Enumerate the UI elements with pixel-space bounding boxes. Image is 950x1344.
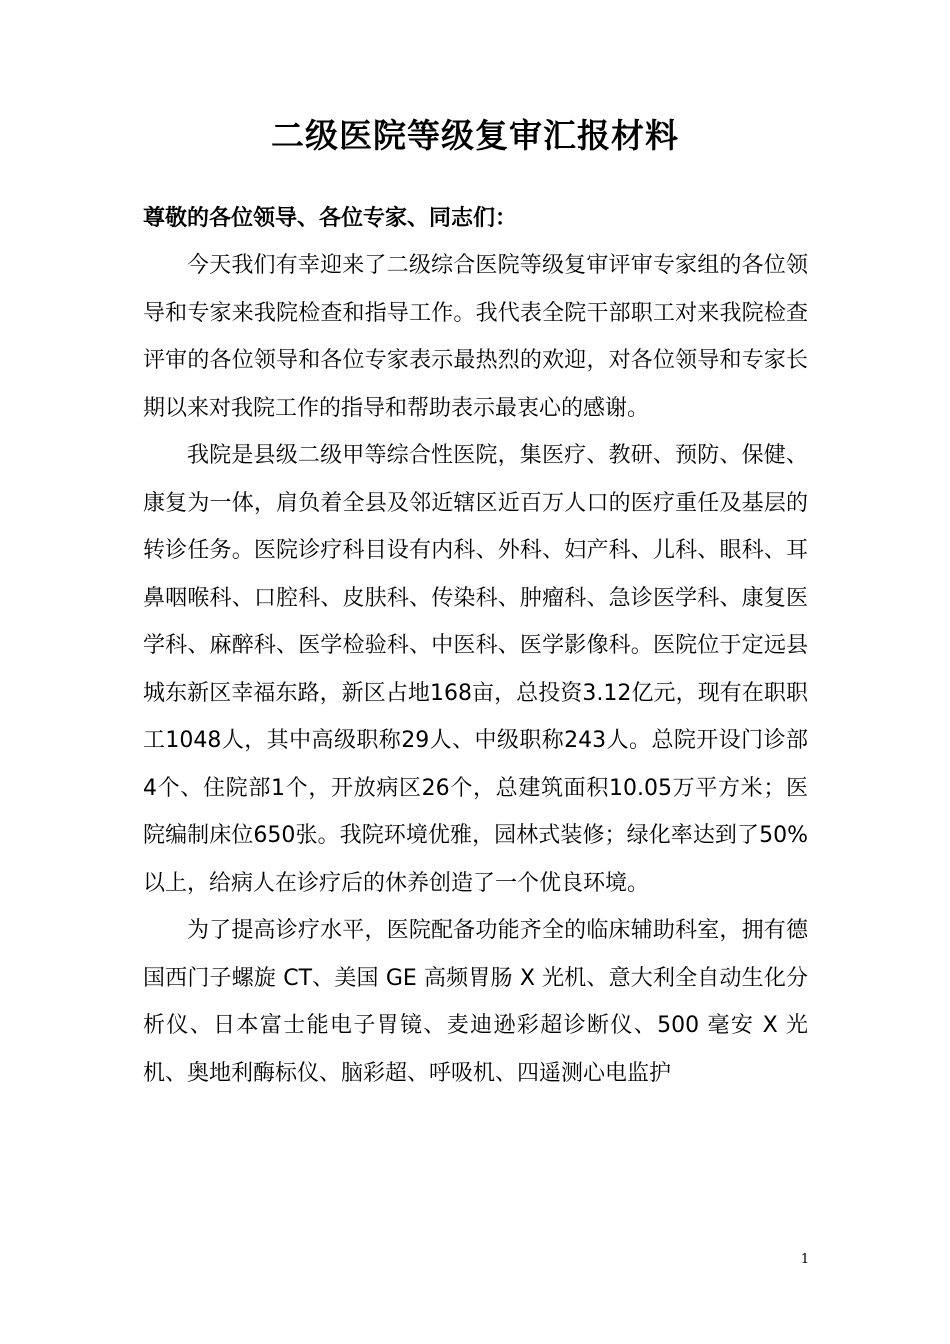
- paragraph-equipment: 为了提高诊疗水平，医院配备功能齐全的临床辅助科室，拥有德国西门子螺旋 CT、美国 GE 高频胃肠 X 光机、意大利全自动生化分析仪、日本富士能电子胃镜、麦迪逊彩超诊断仪、500 毫安 X 光机、奥地利酶标仪、脑彩超、呼吸机、四遥测心电监护: [143, 918, 808, 1086]
- page-number: 1: [800, 1252, 810, 1267]
- paragraph-welcome: 今天我们有幸迎来了二级综合医院等级复审评审专家组的各位领导和专家来我院检查和指导工作。我代表全院干部职工对来我院检查评审的各位领导和各位专家表示最热烈的欢迎，对各位领导和专家长期以来对我院工作的指导和帮助表示最衷心的感谢。: [143, 253, 808, 421]
- salutation: 尊敬的各位领导、各位专家、同志们：: [143, 206, 518, 231]
- paragraph-hospital-overview: 我院是县级二级甲等综合性医院，集医疗、教研、预防、保健、康复为一体，肩负着全县及邻近辖区近百万人口的医疗重任及基层的转诊任务。医院诊疗科目设有内科、外科、妇产科、儿科、眼科、耳鼻咽喉科、口腔科、皮肤科、传染科、肿瘤科、急诊医学科、康复医学科、麻醉科、医学检验科、中医科、医学影像科。医院位于定远县城东新区幸福东路，新区占地168亩，总投资3.12亿元，现有在职职工1048人，其中高级职称29人、中级职称243人。总院开设门诊部4个、住院部1个，开放病区26个，总建筑面积10.05万平方米；医院编制床位650张。我院环境优雅，园林式装修；绿化率达到了50%以上，给病人在诊疗后的休养创造了一个优良环境。: [143, 443, 808, 896]
- document-body: [143, 242, 808, 1097]
- document-title: 二级医院等级复审汇报材料: [271, 116, 679, 156]
